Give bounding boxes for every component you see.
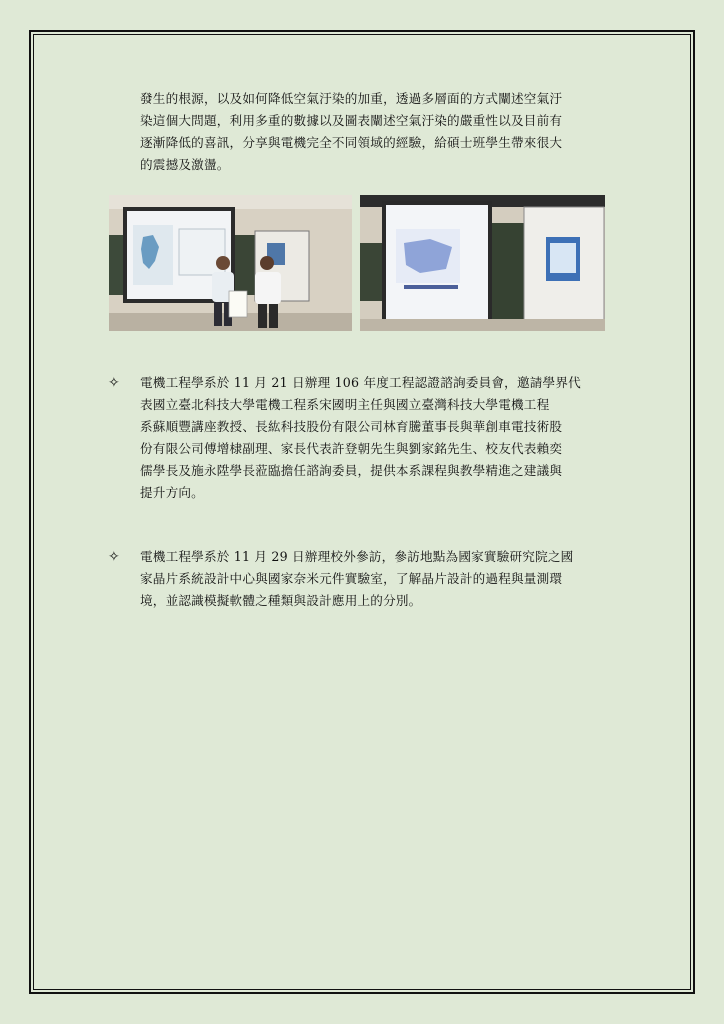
text-line: 逐漸降低的喜訊，分享與電機完全不同領域的經驗，給碩士班學生帶來很大 — [140, 135, 563, 150]
text-line: 境，並認識模擬軟體之種類與設計應用上的分別。 — [140, 593, 422, 608]
text-line: 電機工程學系於 11 月 29 日辦理校外參訪，參訪地點為國家實驗研究院之國 — [140, 549, 574, 564]
text-line: 發生的根源，以及如何降低空氣汙染的加重，透過多層面的方式闡述空氣汙 — [140, 91, 563, 106]
text-line: 提升方向。 — [140, 485, 204, 500]
news-item-accreditation — [140, 372, 616, 504]
text-line: 儒學長及施永陞學長蒞臨擔任諮詢委員，提供本系課程與教學精進之建議與 — [140, 463, 563, 478]
photo-illustration — [360, 195, 605, 331]
photo-illustration — [109, 195, 352, 331]
bullet-icon: ✧ — [108, 375, 120, 391]
text-line: 家晶片系統設計中心與國家奈米元件實驗室，了解晶片設計的過程與量測環 — [140, 571, 563, 586]
intro-paragraph — [140, 88, 616, 176]
page-border-inner — [33, 34, 691, 990]
event-photo-certificate — [109, 195, 352, 331]
text-line: 表國立臺北科技大學電機工程系宋國明主任與國立臺灣科技大學電機工程 — [140, 397, 550, 412]
bullet-icon: ✧ — [108, 549, 120, 565]
text-line: 系蘇順豐講座教授、長紘科技股份有限公司林育騰董事長與華創車電技術股 — [140, 419, 563, 434]
text-line: 的震撼及激盪。 — [140, 157, 230, 172]
news-item-field-trip — [140, 546, 616, 612]
text-line: 電機工程學系於 11 月 21 日辦理 106 年度工程認證諮詢委員會，邀請學界代 — [140, 375, 581, 390]
text-line: 染這個大問題，利用多重的數據以及圖表闡述空氣汙染的嚴重性以及目前有 — [140, 113, 563, 128]
text-line: 份有限公司傅增棣副理、家長代表許登朝先生與劉家銘先生、校友代表賴奕 — [140, 441, 563, 456]
event-photo-lecture-screen — [360, 195, 605, 331]
